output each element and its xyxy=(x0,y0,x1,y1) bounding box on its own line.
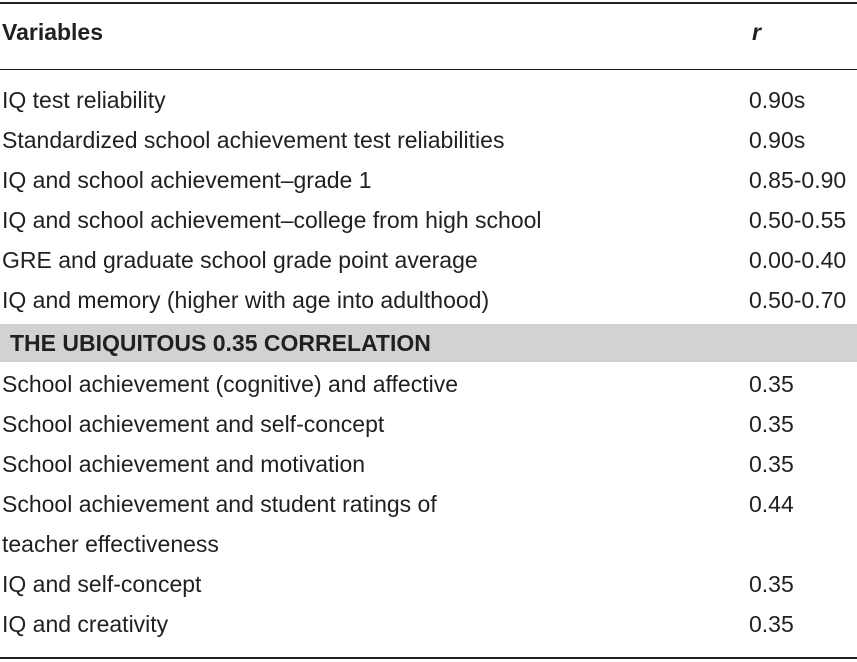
table-row xyxy=(0,240,857,280)
table-row xyxy=(0,364,857,404)
row-r-value: 0.35 xyxy=(749,611,794,637)
row-r-value: 0.85-0.90 xyxy=(749,167,847,193)
table-row xyxy=(0,200,857,240)
row-r-value: 0.35 xyxy=(749,451,794,477)
row-variable: IQ test reliability xyxy=(2,87,166,113)
row-r-value: 0.50-0.70 xyxy=(749,287,847,313)
table-row xyxy=(0,80,857,120)
row-variable: Standardized school achievement test reliabilities xyxy=(2,127,505,153)
table-bottom-rule xyxy=(0,657,857,659)
section-title: THE UBIQUITOUS 0.35 CORRELATION xyxy=(10,330,431,356)
row-variable: IQ and school achievement–college from high school xyxy=(2,207,542,233)
row-variable: IQ and school achievement–grade 1 xyxy=(2,167,372,193)
row-r-value: 0.44 xyxy=(749,491,794,517)
row-r-value: 0.35 xyxy=(749,371,794,397)
table-row xyxy=(0,404,857,444)
table-header-row xyxy=(0,12,857,52)
header-r: r xyxy=(752,19,761,45)
row-r-value: 0.00-0.40 xyxy=(749,247,847,273)
row-variable: School achievement and motivation xyxy=(2,451,366,477)
row-variable: IQ and self-concept xyxy=(2,571,202,597)
row-r-value: 0.35 xyxy=(749,411,794,437)
row-r-value: 0.90s xyxy=(749,127,806,153)
row-r-value: 0.50-0.55 xyxy=(749,207,847,233)
row-variable-line2: teacher effectiveness xyxy=(2,531,219,557)
row-variable: IQ and memory (higher with age into adulthood) xyxy=(2,287,490,313)
table-row xyxy=(0,120,857,160)
row-variable: School achievement (cognitive) and affective xyxy=(2,371,459,397)
row-r-value: 0.35 xyxy=(749,571,794,597)
table-row xyxy=(0,604,857,644)
table-top-rule xyxy=(0,2,857,4)
row-variable: IQ and creativity xyxy=(2,611,169,637)
header-variables: Variables xyxy=(2,19,104,45)
header-rule xyxy=(0,69,857,70)
row-variable: School achievement and self-concept xyxy=(2,411,385,437)
table-row xyxy=(0,280,857,320)
table-row xyxy=(0,444,857,484)
row-variable: GRE and graduate school grade point average xyxy=(2,247,478,273)
row-variable xyxy=(2,484,522,564)
table-row xyxy=(0,160,857,200)
row-r-value: 0.90s xyxy=(749,87,806,113)
section-header xyxy=(0,324,857,362)
row-variable-line1: School achievement and student ratings of xyxy=(2,491,437,517)
table-row xyxy=(0,564,857,604)
table-row xyxy=(0,484,857,564)
